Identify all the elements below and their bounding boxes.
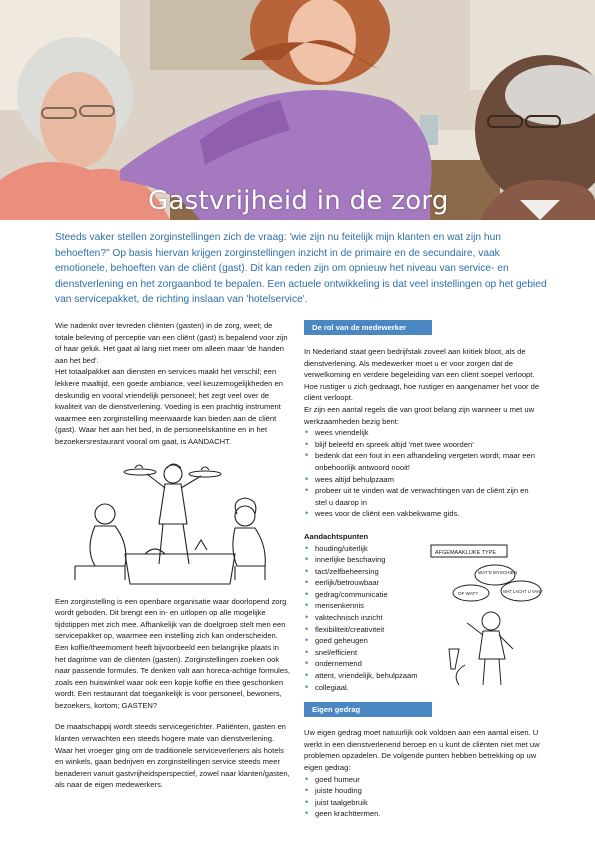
list-item: • snel/efficient — [304, 647, 429, 659]
list-item: • goed geheugen — [304, 635, 429, 647]
right-paragraph-1: In Nederland staat geen bedrijfstak zoveel aan kritiek bloot, als de dienstverlening. Als medewerker moet u er voor zorgen dat de verwelkoming en verdere begeleiding van een cliënt soepel verloopt. Hoe rustiger u zich gedraagt, hoe rustiger en aangenamer het voor de cliënt verloopt. — [304, 347, 540, 403]
section-heading-eigen-gedrag: Eigen gedrag — [304, 702, 432, 717]
waiter-cartoon-illustration — [55, 454, 291, 590]
cartoon-sign-text: AFGEMAAKLIJKE TYPE — [435, 549, 497, 556]
list-item: • mensenkennis — [304, 600, 429, 612]
cartoon-bubble-1: WAT'S MYSCHIEN — [478, 569, 518, 575]
rules-list — [304, 427, 540, 520]
list-item: • innerlijke beschaving — [304, 554, 429, 566]
page-title: Gastvrijheid in de zorg — [148, 186, 449, 216]
list-item: • probeer uit te vinden wat de verwachtingen van de cliënt zijn en stel u daarop in — [304, 485, 540, 508]
list-item: • eerlijk/betrouwbaar — [304, 577, 429, 589]
hero-photo — [0, 0, 595, 220]
list-item: • wees vriendelijk — [304, 427, 540, 439]
list-item: • ondernemend — [304, 658, 429, 670]
aandacht-list — [304, 543, 429, 694]
list-item: • gedrag/communicatie — [304, 589, 429, 601]
left-paragraph-3: Een zorginstelling is een openbare organisatie waar doorlopend zorg wordt geboden. Dit brengt een in- en uitlopen op alle mogelijke tijdstippen met zich mee. Afhankelijk van de doelgroep stelt men een servicepakket op, waarmee een instelling zich kan onderscheiden. Een koffie/theemoment heeft bijvoorbeeld een belangrijke plaats in het dagritme van de cliënten (gasten). Zorginstellingen zoeken ook naar passende formules. Te denken valt aan horeca-achtige formules, zoals een huiswinkel waar ook een kopje koffie en thee geschonken wordt. Een restaurant dat toegankelijk is voor personeel, bewoners, bezoekers, kortom; GASTEN? — [55, 596, 290, 710]
list-item: • wees altijd behulpzaam — [304, 474, 540, 486]
cartoon-bubble-3: WAT LACHT U VAN? — [503, 588, 543, 594]
list-item: • geen krachttermen. — [304, 808, 540, 820]
right-paragraph-3: Uw eigen gedrag moet natuurlijk ook voldoen aan een aantal eisen. U werkt in een dienstverlenend beroep en u kunt de cliënten niet met uw problemen opzadelen. De volgende punten hebben betrekking op uw eigen gedrag: — [304, 728, 540, 772]
gedrag-list — [304, 774, 540, 820]
list-item: • vaktechnisch inzicht — [304, 612, 429, 624]
list-item: • wees voor de cliënt een vakbekwame gids. — [304, 508, 540, 520]
list-item: • flexibiliteit/creativiteit — [304, 624, 429, 636]
list-item: • collegiaal. — [304, 682, 429, 694]
list-item: • tact/zelfbeheersing — [304, 566, 429, 578]
left-column — [55, 320, 291, 791]
list-item: • bedenk dat een fout in een afhandeling vergeten wordt, maar een onbehoorlijk antwoord nooit! — [304, 450, 540, 473]
left-paragraph-1: Wie nadenkt over tevreden cliënten (gasten) in de zorg, weet; de totale beleving of perceptie van een cliënt (gast) is bepalend voor zijn of haar geluk. Het gaat al lang niet meer om alleen maar 'de handen aan het bed'. — [55, 321, 288, 365]
right-column — [304, 320, 543, 820]
list-item: • goed humeur — [304, 774, 540, 786]
right-paragraph-2: Er zijn een aantal regels die van groot belang zijn wanneer u met uw werkzaamheden bezig bent: — [304, 404, 535, 426]
list-item: • juist taalgebruik — [304, 797, 540, 809]
list-item: • attent, vriendelijk, behulpzaam — [304, 670, 429, 682]
aandacht-block — [304, 531, 543, 693]
section-heading-rol: De rol van de medewerker — [304, 320, 432, 335]
left-paragraph-2: Het totaalpakket aan diensten en services maakt het verschil; een lekkere maaltijd, een goede ambiance, veel keuzemogelijkheden en deskundig en vooral vriendelijk personeel; het zegt veel over de kwaliteit van de dienstverlening. Voeding is een prachtig instrument waarmee een zorginstelling meerwaarde kan bieden aan de cliënt (gast). Waar het aan het bed, in de personeelskantine en in het bezoekersrestaurant vooral om gaat, is AANDACHT. — [55, 367, 283, 446]
waitress-cartoon-illustration — [429, 539, 547, 689]
cartoon-bubble-2: OF WAT? — [458, 590, 478, 596]
left-paragraph-4: De maatschappij wordt steeds servicegerichter. Patiënten, gasten en klanten verwachten een steeds hogere mate van dienstverlening. Waar het vroeger ging om de traditionele serviceverleners als hotels en winkels, gaan bedrijven en zorginstellingen service steeds meer benaderen vanuit gastvrijheidsperspectief, zowel naar klanten/gasten, als naar de eigen medewerkers. — [55, 722, 290, 790]
list-item: • blijf beleefd en spreek altijd 'met twee woorden' — [304, 439, 540, 451]
aandacht-title: Aandachtspunten — [304, 531, 369, 541]
list-item: • juiste houding — [304, 785, 540, 797]
list-item: • houding/uiterlijk — [304, 543, 429, 555]
intro-paragraph: Steeds vaker stellen zorginstellingen zich de vraag: 'wie zijn nu feitelijk mijn klanten en wat zijn hun behoeften?" Op basis hiervan krijgen zorginstellingen inzicht in de primaire en de secundaire, vaak emotionele, behoeften van de cliënt (gast). Dit kan reden zijn om opnieuw het niveau van service- en dienstverlening en het zorgaanbod te bepalen. Een actuele ontwikkeling is dat veel instellingen op het gebied van servicepakket, de richting inslaan van 'hotelservice'. — [55, 232, 547, 306]
